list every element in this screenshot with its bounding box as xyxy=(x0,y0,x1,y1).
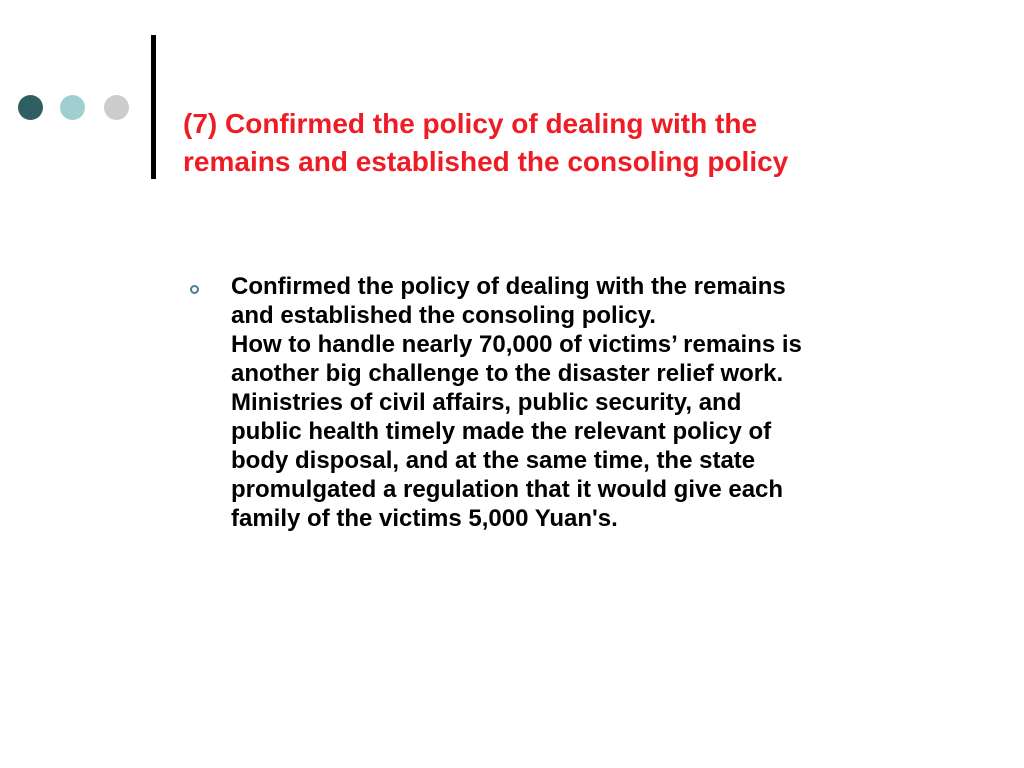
slide-body xyxy=(190,272,970,533)
bullet-line-9: family of the victims 5,000 Yuan's. xyxy=(231,505,618,532)
bullet-line-3: How to handle nearly 70,000 of victims’ remains is xyxy=(231,331,802,358)
bullet-line-2: and established the consoling policy. xyxy=(231,302,656,329)
bullet-line-8: promulgated a regulation that it would give each xyxy=(231,476,784,503)
bullet-text xyxy=(231,272,970,533)
bullet-line-7: body disposal, and at the same time, the state xyxy=(231,447,756,474)
hollow-circle-bullet-icon xyxy=(190,285,199,294)
decorative-dot-light xyxy=(60,95,85,120)
decorative-dot-dark xyxy=(18,95,43,120)
bullet-line-5: Ministries of civil affairs, public security, and xyxy=(231,389,742,416)
bullet-line-4: another big challenge to the disaster relief work. xyxy=(231,360,784,387)
slide-title xyxy=(183,105,983,181)
slide-title-line-2: remains and established the consoling policy xyxy=(183,146,789,177)
vertical-divider xyxy=(151,35,156,179)
bullet-line-6: public health timely made the relevant policy of xyxy=(231,418,772,445)
decorative-dot-gray xyxy=(104,95,129,120)
bullet-item xyxy=(190,272,970,533)
slide-title-line-1: (7) Confirmed the policy of dealing with the xyxy=(183,108,758,139)
bullet-line-1: Confirmed the policy of dealing with the remains xyxy=(231,273,786,300)
